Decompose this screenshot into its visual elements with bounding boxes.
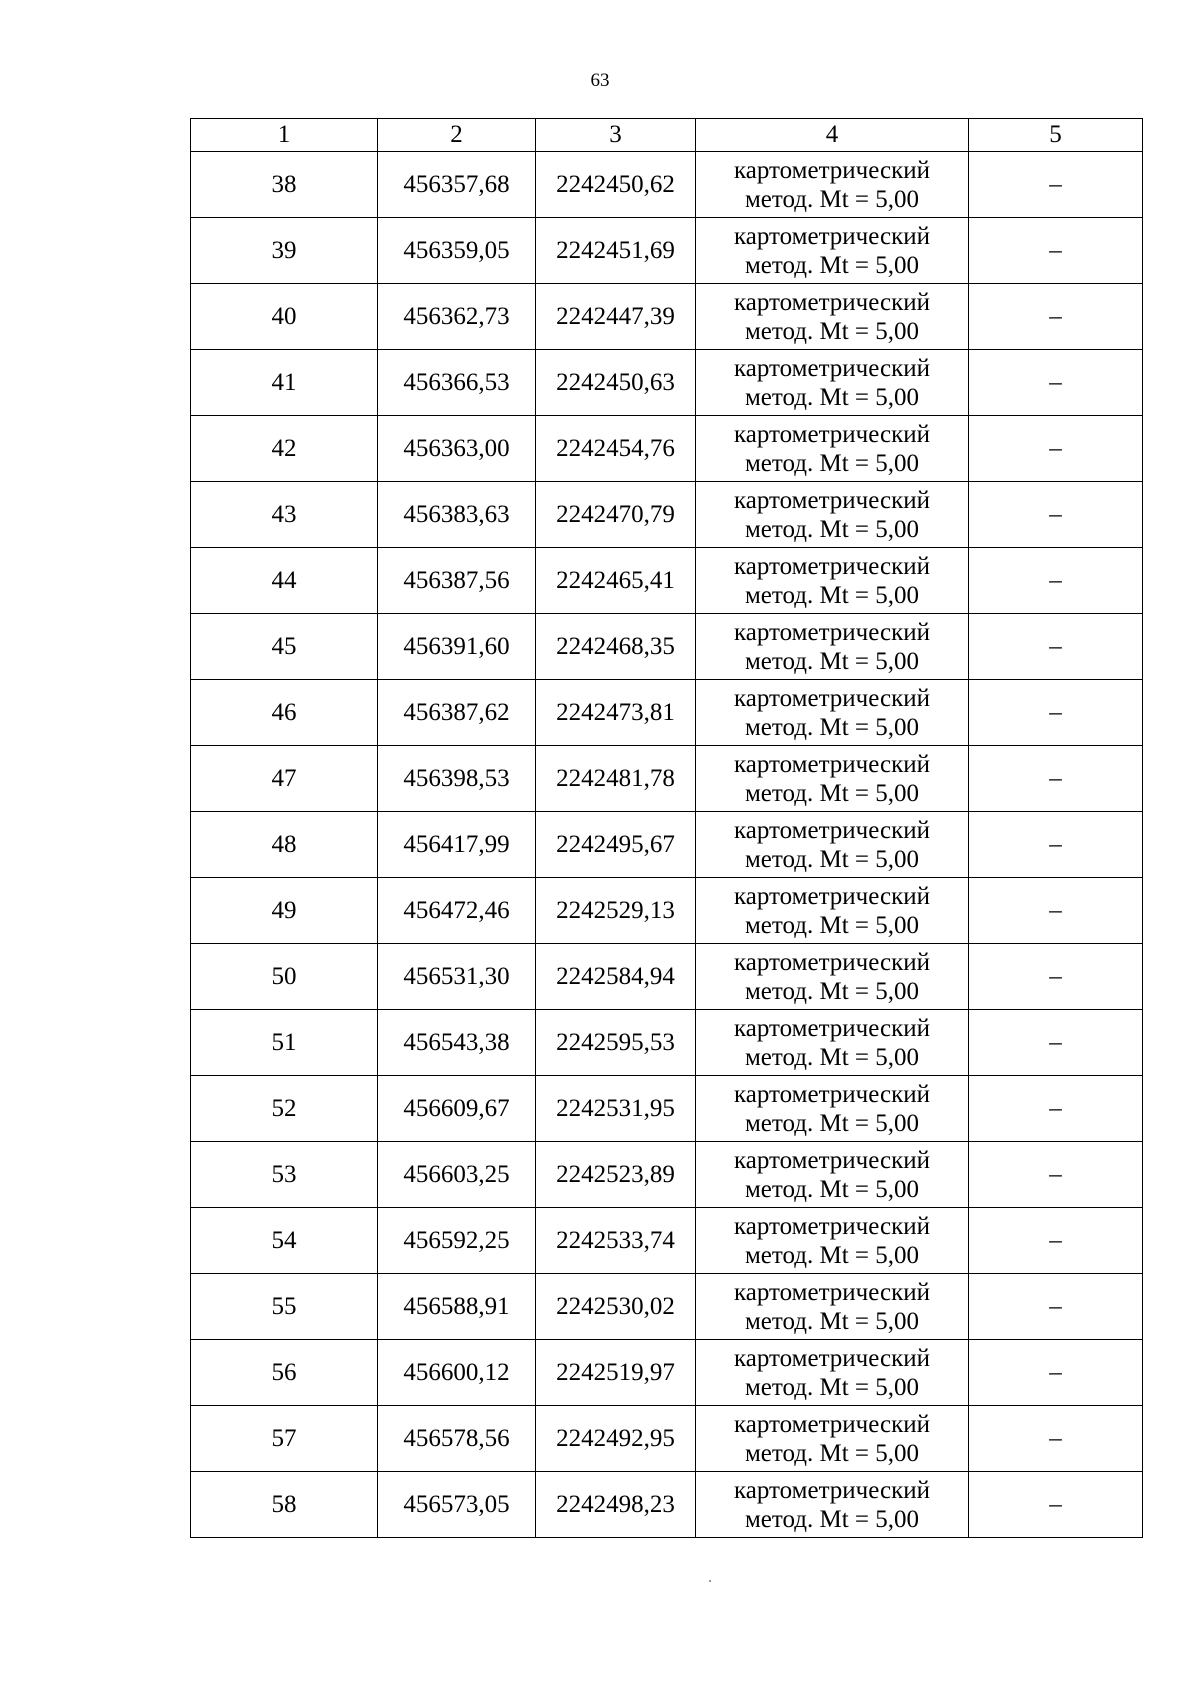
point-number-cell: 56: [191, 1340, 378, 1406]
method-cell: [696, 482, 969, 548]
y-coordinate-cell: 2242454,76: [536, 416, 696, 482]
method-line-2: метод. Mt = 5,00: [744, 317, 920, 345]
method-line-2: метод. Mt = 5,00: [744, 845, 920, 873]
point-number-cell: 40: [191, 284, 378, 350]
method-cell: [696, 746, 969, 812]
table-row: [191, 944, 1143, 1010]
description-cell: –: [969, 416, 1143, 482]
method-line-1: картометрический: [734, 684, 930, 712]
method-cell: [696, 1340, 969, 1406]
column-header-1: 1: [191, 119, 378, 152]
method-cell: [696, 218, 969, 284]
y-coordinate-cell: 2242529,13: [536, 878, 696, 944]
x-coordinate-cell: 456398,53: [378, 746, 536, 812]
x-coordinate-cell: 456578,56: [378, 1406, 536, 1472]
column-header-3: 3: [536, 119, 696, 152]
method-line-1: картометрический: [734, 1278, 930, 1306]
x-coordinate-cell: 456417,99: [378, 812, 536, 878]
column-header-5: 5: [969, 119, 1143, 152]
method-cell: [696, 878, 969, 944]
method-line-1: картометрический: [734, 420, 930, 448]
method-line-2: метод. Mt = 5,00: [744, 779, 920, 807]
description-cell: –: [969, 614, 1143, 680]
table-row: [191, 614, 1143, 680]
table-header-row: [191, 119, 1143, 152]
method-line-1: картометрический: [734, 222, 930, 250]
method-line-2: метод. Mt = 5,00: [744, 515, 920, 543]
method-line-1: картометрический: [734, 1344, 930, 1372]
point-number-cell: 41: [191, 350, 378, 416]
method-line-2: метод. Mt = 5,00: [744, 383, 920, 411]
table-row: [191, 482, 1143, 548]
x-coordinate-cell: 456391,60: [378, 614, 536, 680]
method-line-1: картометрический: [734, 552, 930, 580]
method-line-1: картометрический: [734, 1146, 930, 1174]
point-number-cell: 57: [191, 1406, 378, 1472]
point-number-cell: 46: [191, 680, 378, 746]
method-cell: [696, 1076, 969, 1142]
table-row: [191, 152, 1143, 218]
method-line-1: картометрический: [734, 816, 930, 844]
table-row: [191, 548, 1143, 614]
method-cell: [696, 812, 969, 878]
x-coordinate-cell: 456366,53: [378, 350, 536, 416]
description-cell: –: [969, 1274, 1143, 1340]
table-row: [191, 1208, 1143, 1274]
description-cell: –: [969, 350, 1143, 416]
column-header-4: 4: [696, 119, 969, 152]
description-cell: –: [969, 284, 1143, 350]
method-line-2: метод. Mt = 5,00: [744, 581, 920, 609]
scan-speck: [709, 1580, 711, 1582]
point-number-cell: 39: [191, 218, 378, 284]
point-number-cell: 47: [191, 746, 378, 812]
y-coordinate-cell: 2242450,62: [536, 152, 696, 218]
method-cell: [696, 350, 969, 416]
column-header-2: 2: [378, 119, 536, 152]
y-coordinate-cell: 2242447,39: [536, 284, 696, 350]
description-cell: –: [969, 1406, 1143, 1472]
description-cell: –: [969, 680, 1143, 746]
method-line-1: картометрический: [734, 948, 930, 976]
y-coordinate-cell: 2242492,95: [536, 1406, 696, 1472]
method-line-2: метод. Mt = 5,00: [744, 251, 920, 279]
method-line-1: картометрический: [734, 1014, 930, 1042]
x-coordinate-cell: 456383,63: [378, 482, 536, 548]
point-number-cell: 50: [191, 944, 378, 1010]
y-coordinate-cell: 2242495,67: [536, 812, 696, 878]
point-number-cell: 45: [191, 614, 378, 680]
coordinates-table: [190, 118, 1143, 1538]
description-cell: –: [969, 812, 1143, 878]
y-coordinate-cell: 2242465,41: [536, 548, 696, 614]
y-coordinate-cell: 2242523,89: [536, 1142, 696, 1208]
y-coordinate-cell: 2242531,95: [536, 1076, 696, 1142]
x-coordinate-cell: 456357,68: [378, 152, 536, 218]
method-line-2: метод. Mt = 5,00: [744, 1241, 920, 1269]
method-line-2: метод. Mt = 5,00: [744, 1505, 920, 1533]
point-number-cell: 42: [191, 416, 378, 482]
x-coordinate-cell: 456531,30: [378, 944, 536, 1010]
point-number-cell: 55: [191, 1274, 378, 1340]
x-coordinate-cell: 456363,00: [378, 416, 536, 482]
x-coordinate-cell: 456543,38: [378, 1010, 536, 1076]
method-cell: [696, 1406, 969, 1472]
point-number-cell: 49: [191, 878, 378, 944]
table-body: [191, 152, 1143, 1538]
table-row: [191, 218, 1143, 284]
x-coordinate-cell: 456609,67: [378, 1076, 536, 1142]
method-line-2: метод. Mt = 5,00: [744, 449, 920, 477]
x-coordinate-cell: 456573,05: [378, 1472, 536, 1538]
y-coordinate-cell: 2242498,23: [536, 1472, 696, 1538]
method-line-2: метод. Mt = 5,00: [744, 1373, 920, 1401]
table-row: [191, 1142, 1143, 1208]
method-cell: [696, 1010, 969, 1076]
method-line-1: картометрический: [734, 882, 930, 910]
description-cell: –: [969, 1142, 1143, 1208]
x-coordinate-cell: 456472,46: [378, 878, 536, 944]
method-line-1: картометрический: [734, 288, 930, 316]
point-number-cell: 58: [191, 1472, 378, 1538]
method-cell: [696, 416, 969, 482]
method-line-2: метод. Mt = 5,00: [744, 1439, 920, 1467]
description-cell: –: [969, 746, 1143, 812]
point-number-cell: 38: [191, 152, 378, 218]
table-row: [191, 284, 1143, 350]
x-coordinate-cell: 456600,12: [378, 1340, 536, 1406]
method-line-2: метод. Mt = 5,00: [744, 1109, 920, 1137]
point-number-cell: 54: [191, 1208, 378, 1274]
method-cell: [696, 1208, 969, 1274]
table-row: [191, 350, 1143, 416]
point-number-cell: 52: [191, 1076, 378, 1142]
x-coordinate-cell: 456603,25: [378, 1142, 536, 1208]
y-coordinate-cell: 2242468,35: [536, 614, 696, 680]
x-coordinate-cell: 456359,05: [378, 218, 536, 284]
y-coordinate-cell: 2242481,78: [536, 746, 696, 812]
x-coordinate-cell: 456588,91: [378, 1274, 536, 1340]
y-coordinate-cell: 2242470,79: [536, 482, 696, 548]
y-coordinate-cell: 2242530,02: [536, 1274, 696, 1340]
table-row: [191, 1406, 1143, 1472]
method-line-2: метод. Mt = 5,00: [744, 713, 920, 741]
table-row: [191, 1010, 1143, 1076]
method-cell: [696, 548, 969, 614]
method-line-2: метод. Mt = 5,00: [744, 1307, 920, 1335]
method-cell: [696, 1142, 969, 1208]
method-cell: [696, 944, 969, 1010]
x-coordinate-cell: 456592,25: [378, 1208, 536, 1274]
y-coordinate-cell: 2242533,74: [536, 1208, 696, 1274]
table-row: [191, 878, 1143, 944]
method-line-1: картометрический: [734, 750, 930, 778]
method-line-2: метод. Mt = 5,00: [744, 647, 920, 675]
method-line-1: картометрический: [734, 354, 930, 382]
point-number-cell: 51: [191, 1010, 378, 1076]
point-number-cell: 44: [191, 548, 378, 614]
table-row: [191, 680, 1143, 746]
method-cell: [696, 1472, 969, 1538]
description-cell: –: [969, 152, 1143, 218]
description-cell: –: [969, 1010, 1143, 1076]
table-row: [191, 416, 1143, 482]
point-number-cell: 53: [191, 1142, 378, 1208]
point-number-cell: 48: [191, 812, 378, 878]
x-coordinate-cell: 456387,56: [378, 548, 536, 614]
x-coordinate-cell: 456362,73: [378, 284, 536, 350]
y-coordinate-cell: 2242450,63: [536, 350, 696, 416]
method-line-1: картометрический: [734, 156, 930, 184]
table-row: [191, 812, 1143, 878]
method-line-1: картометрический: [734, 1410, 930, 1438]
description-cell: –: [969, 218, 1143, 284]
table-row: [191, 746, 1143, 812]
table-row: [191, 1076, 1143, 1142]
method-line-1: картометрический: [734, 618, 930, 646]
method-cell: [696, 284, 969, 350]
description-cell: –: [969, 548, 1143, 614]
x-coordinate-cell: 456387,62: [378, 680, 536, 746]
y-coordinate-cell: 2242519,97: [536, 1340, 696, 1406]
method-line-2: метод. Mt = 5,00: [744, 1175, 920, 1203]
method-line-1: картометрический: [734, 1080, 930, 1108]
description-cell: –: [969, 1076, 1143, 1142]
method-line-1: картометрический: [734, 1476, 930, 1504]
table-row: [191, 1340, 1143, 1406]
description-cell: –: [969, 1208, 1143, 1274]
description-cell: –: [969, 944, 1143, 1010]
method-cell: [696, 614, 969, 680]
table-row: [191, 1274, 1143, 1340]
method-line-2: метод. Mt = 5,00: [744, 185, 920, 213]
method-cell: [696, 152, 969, 218]
point-number-cell: 43: [191, 482, 378, 548]
description-cell: –: [969, 1472, 1143, 1538]
method-cell: [696, 1274, 969, 1340]
description-cell: –: [969, 482, 1143, 548]
description-cell: –: [969, 878, 1143, 944]
description-cell: –: [969, 1340, 1143, 1406]
method-cell: [696, 680, 969, 746]
method-line-1: картометрический: [734, 1212, 930, 1240]
method-line-2: метод. Mt = 5,00: [744, 1043, 920, 1071]
y-coordinate-cell: 2242451,69: [536, 218, 696, 284]
method-line-1: картометрический: [734, 486, 930, 514]
y-coordinate-cell: 2242595,53: [536, 1010, 696, 1076]
page-number: 63: [590, 70, 610, 91]
method-line-2: метод. Mt = 5,00: [744, 977, 920, 1005]
method-line-2: метод. Mt = 5,00: [744, 911, 920, 939]
y-coordinate-cell: 2242584,94: [536, 944, 696, 1010]
y-coordinate-cell: 2242473,81: [536, 680, 696, 746]
table-row: [191, 1472, 1143, 1538]
